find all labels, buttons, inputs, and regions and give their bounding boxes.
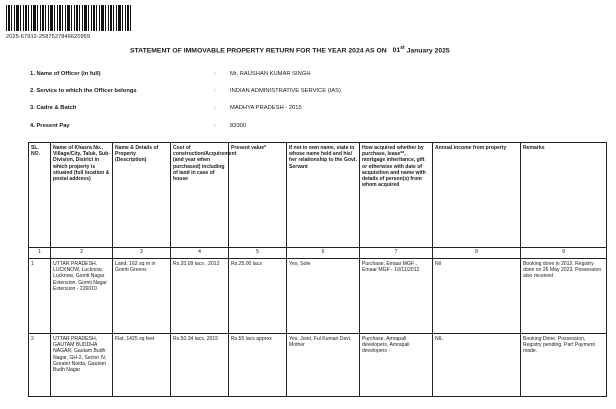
info-colon: : [214,88,216,94]
header-ownership: If not in own name, state in whose name held and his/ her relationship to the Govt. Servant [287,143,360,248]
table-cell: Rs.25.00 lacs [229,259,287,334]
table-cell: UTTAR PRADESH, GAUTAM BUDDHA NAGAR, Gautam Budh Nagar, GH-2, Sector IV, Greater Noida, Gautam Budh Nagar [51,334,113,397]
info-colon: : [214,71,216,77]
table-cell: Nil [433,259,521,334]
title-date-day: 01 [392,47,401,55]
column-number: 1 [29,248,51,259]
header-present-value: Present value* [229,143,287,248]
table-cell: Booking Done. Possession, Registry pending. Part Payment made. [521,334,607,397]
header-sl-no: SL. NO. [29,143,51,248]
table-cell: 2 [29,334,51,397]
table-row [29,259,607,334]
info-label: 1. Name of Officer (in full) [30,71,101,77]
info-value: Mr. RAUSHAN KUMAR SINGH [230,71,311,77]
info-value: INDIAN ADMINISTRATIVE SERVICE (IAS) [230,88,341,94]
table-cell: Rs.55 lacs approx [229,334,287,397]
table-cell: Rs.20.09 lacs , 2012 [171,259,229,334]
table-cell: Rs.50.34 lacs, 2015 [171,334,229,397]
info-label: 2. Service to which the Officer belongs [30,88,137,94]
header-property-details: Name & Details of Property (Description) [113,143,171,248]
info-colon: : [214,123,216,129]
barcode [6,5,132,31]
header-annual-income: Annual income from property [433,143,521,248]
header-remarks: Remarks [521,143,607,248]
column-number: 7 [360,248,433,259]
table-header-row [29,143,607,248]
table-cell: Purchase, Amrapali developers, Amrapali developers - [360,334,433,397]
table-cell: 1 [29,259,51,334]
table-cell: Booking done in 2012. Registry done on 26 May 2023. Possession also received [521,259,607,334]
table-cell: Yes, Sole [287,259,360,334]
document-title [130,45,610,54]
info-value: MADHYA PRADESH - 2015 [230,105,302,111]
title-date-rest: January 2025 [406,47,450,55]
column-number: 5 [229,248,287,259]
column-number-row [29,248,607,259]
info-value: 83300 [230,123,247,129]
table-cell: Flat, 1425 sq feet [113,334,171,397]
info-label: 3. Cadre & Batch [30,105,77,111]
barcode-number: 2025-67912-2587527846620959 [6,34,91,40]
info-label: 4. Present Pay [30,123,70,129]
table-cell: UTTAR PRADESH, LUCKNOW, Lucknow, Lucknow, Gomti Nagar Extension, Gomti Nagar Extension - 226010 [51,259,113,334]
column-number: 4 [171,248,229,259]
title-date-suffix: st [400,45,405,51]
table-cell: NIL [433,334,521,397]
column-number: 9 [521,248,607,259]
header-cost: Cost of construction/Acquirement (and year when purchased) including of land in case of house [171,143,229,248]
table-cell: Land, 162 sq m in Gomti Greens [113,259,171,334]
column-number: 3 [113,248,171,259]
property-return-table [28,142,607,397]
column-number: 8 [433,248,521,259]
column-number: 2 [51,248,113,259]
column-number: 6 [287,248,360,259]
info-colon: : [214,105,216,111]
table-cell: Purchase, Emaar MGF , Emaar MGF - 10/11/2012 [360,259,433,334]
table-row [29,334,607,397]
header-location: Name of Khasra No., Village/City, Taluk, Sub-Division, District in which property is situated (full location & postal address) [51,143,113,248]
header-how-acquired: How acquired whether by purchase, lease**, mortgage inheritance, gift or otherwise with date of acquisition and name with details of person(s) from whom acquired [360,143,433,248]
title-text: STATEMENT OF IMMOVABLE PROPERTY RETURN FOR THE YEAR 2024 AS ON [130,47,387,55]
table-cell: Yes, Joint, Ful Kumari Devi, Mother [287,334,360,397]
